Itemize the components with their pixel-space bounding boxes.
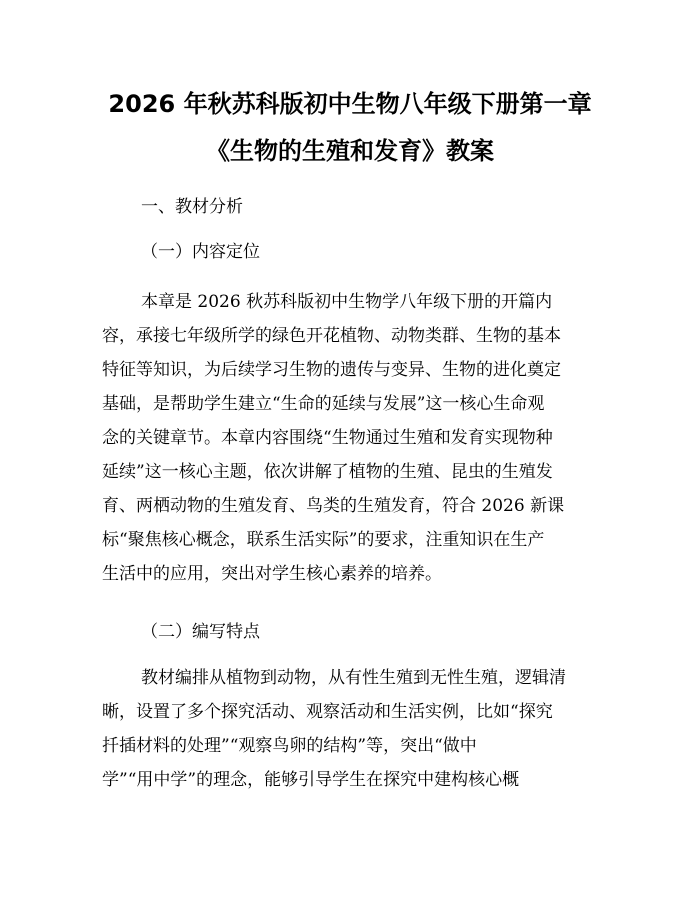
paragraph-line: 特征等知识，为后续学习生物的遗传与变异、生物的进化奠定 [102,360,561,380]
paragraph-line: 基础，是帮助学生建立“生命的延续与发展”这一核心生命观 [102,394,545,414]
paragraph-line: 延续”这一核心主题，依次讲解了植物的生殖、昆虫的生殖发 [102,462,553,482]
subsection-heading-writing-features: （二）编写特点 [141,622,260,642]
paragraph-line: 本章是 2026 秋苏科版初中生物学八年级下册的开篇内 [141,292,553,312]
paragraph-line: 育、两栖动物的生殖发育、鸟类的生殖发育，符合 2026 新课 [102,496,565,516]
section-heading-textbook-analysis: 一、教材分析 [141,197,243,217]
document-title-line-2: 《生物的生殖和发育》教案 [206,137,494,165]
paragraph-writing-features [102,661,602,797]
paragraph-line: 教材编排从植物到动物，从有性生殖到无性生殖，逻辑清 [141,668,566,688]
paragraph-line: 容，承接七年级所学的绿色开花植物、动物类群、生物的基本 [102,326,561,346]
paragraph-line: 晰，设置了多个探究活动、观察活动和生活实例，比如“探究 [102,702,553,722]
paragraph-line: 扦插材料的处理”“观察鸟卵的结构”等，突出“做中 [102,736,477,756]
paragraph-line: 念的关键章节。本章内容围绕“生物通过生殖和发育实现物种 [102,428,553,448]
paragraph-line: 生活中的应用，突出对学生核心素养的培养。 [102,564,442,584]
document-title-line-1: 2026 年秋苏科版初中生物八年级下册第一章 [108,90,592,118]
paragraph-line: 学”“用中学”的理念，能够引导学生在探究中建构核心概 [102,770,520,790]
paragraph-line: 标“聚焦核心概念，联系生活实际”的要求，注重知识在生产 [102,530,545,550]
subsection-heading-content-positioning: （一）内容定位 [141,242,260,262]
paragraph-content-positioning [102,285,602,591]
